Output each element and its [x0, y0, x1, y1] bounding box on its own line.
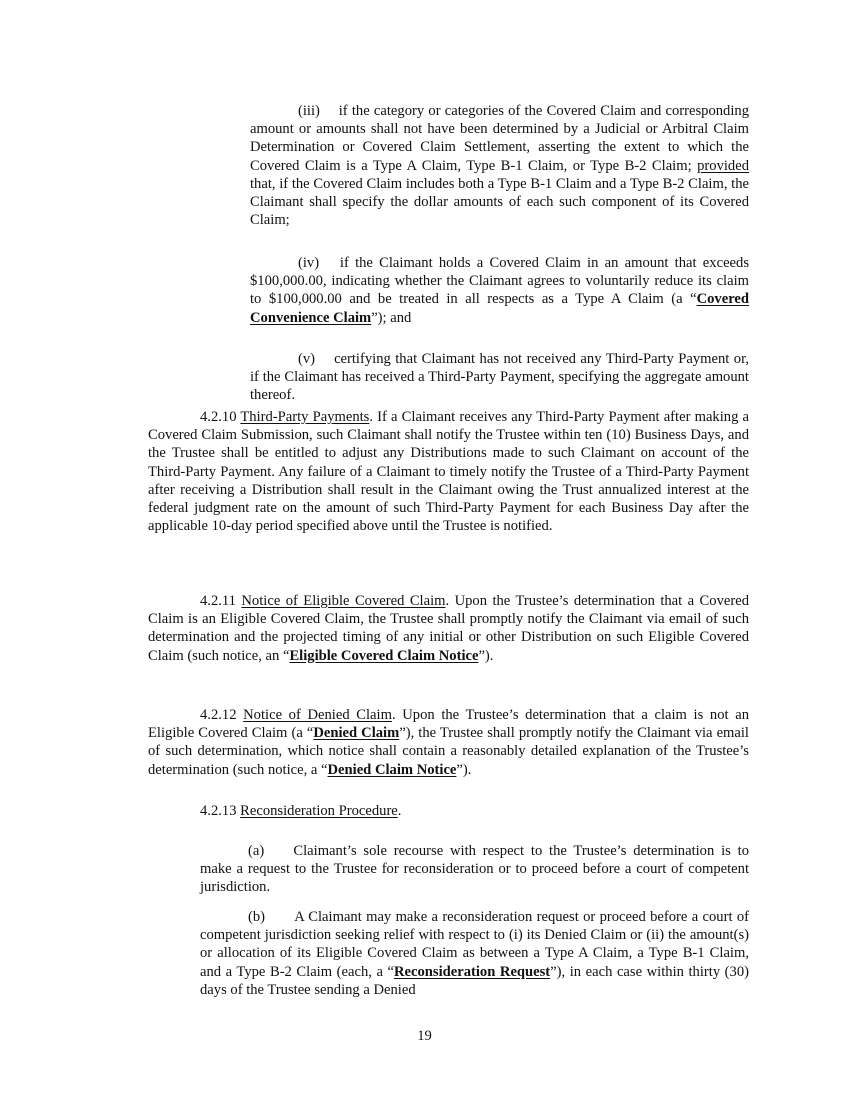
section-number: 4.2.10	[200, 409, 237, 425]
section-number: 4.2.11	[200, 593, 236, 609]
page-number: 19	[417, 1028, 432, 1044]
section-4-2-10: 4.2.10 Third-Party Payments. If a Claimant receives any Third-Party Payment after making a Covered Claim Submission, such Claimant shall notify the Trustee within ten (10) Business Days, and the Trustee shall be entitled to adjust any Distributions made to such Claimant on account of the Third-Party Payment. Any failure of a Claimant to timely notify the Trustee of a Third-Party Payment after receiving a Distribution shall result in the Claimant owing the Trust annualized interest at the federal judgment rate on the amount of such Third-Party Payment for each Business Day after the applicable 10-day period specified above until the Trustee is notified.	[148, 409, 749, 535]
subclause-iv: (iv) if the Claimant holds a Covered Claim in an amount that exceeds $100,000.00, indicating whether the Claimant agrees to voluntarily reduce its claim to $100,000.00 and be treated in all respects as a Type A Claim (a “Covered Convenience Claim”); and	[250, 255, 749, 326]
section-number: 4.2.13	[200, 803, 237, 819]
defined-term-reconsideration-request: Reconsideration Request	[394, 963, 551, 980]
section-number: 4.2.12	[200, 707, 237, 723]
subclause-v: (v) certifying that Claimant has not received any Third-Party Payment or, if the Claimant has received a Third-Party Payment, specifying the aggregate amount thereof.	[250, 351, 749, 404]
subclause-a: (a) Claimant’s sole recourse with respect to the Trustee’s determination is to make a request to the Trustee for reconsideration or to proceed before a court of competent jurisdiction.	[200, 843, 749, 896]
section-heading: Third-Party Payments	[240, 409, 370, 425]
section-heading: Notice of Denied Claim	[243, 707, 392, 723]
section-heading: Notice of Eligible Covered Claim	[241, 593, 446, 609]
defined-term-denied-claim: Denied Claim	[313, 725, 400, 742]
section-4-2-12: 4.2.12 Notice of Denied Claim. Upon the Trustee’s determination that a claim is not an Eligible Covered Claim (a “Denied Claim”), the Trustee shall promptly notify the Claimant via email of such determination, which notice shall contain a reasonably detailed explanation of the Trustee’s determination (such notice, a “Denied Claim Notice”).	[148, 707, 749, 778]
defined-term-eligible-covered-claim-notice: Eligible Covered Claim Notice	[289, 647, 479, 664]
section-heading: Reconsideration Procedure	[240, 803, 398, 819]
defined-term-denied-claim-notice: Denied Claim Notice	[327, 761, 457, 778]
section-4-2-13: 4.2.13 Reconsideration Procedure.	[200, 803, 402, 819]
defined-term-covered-convenience-claim: Covered Convenience Claim	[250, 291, 749, 326]
provided-term: provided	[697, 157, 749, 174]
subclause-b: (b) A Claimant may make a reconsideration request or proceed before a court of competent jurisdiction seeking relief with respect to (i) its Denied Claim or (ii) the amount(s) or allocation of its Eligible Covered Claim as between a Type A Claim, a Type B-1 Claim, and a Type B-2 Claim (each, a “Reconsideration Request”), in each case within thirty (30) days of the Trustee sending a Denied	[200, 909, 749, 998]
subclause-iii: (iii) if the category or categories of the Covered Claim and corresponding amount or amounts shall not have been determined by a Judicial or Arbitral Claim Determination or Covered Claim Settlement, asserting the extent to which the Covered Claim is a Type A Claim, Type B-1 Claim, or Type B-2 Claim; provided that, if the Covered Claim includes both a Type B-1 Claim and a Type B-2 Claim, the Claimant shall specify the dollar amounts of each such component of its Covered Claim;	[250, 103, 749, 229]
section-4-2-11: 4.2.11 Notice of Eligible Covered Claim. Upon the Trustee’s determination that a Covered Claim is an Eligible Covered Claim, the Trustee shall promptly notify the Claimant via email of such determination and the projected timing of any initial or other Distribution on such Eligible Covered Claim (such notice, an “Eligible Covered Claim Notice”).	[148, 593, 749, 664]
